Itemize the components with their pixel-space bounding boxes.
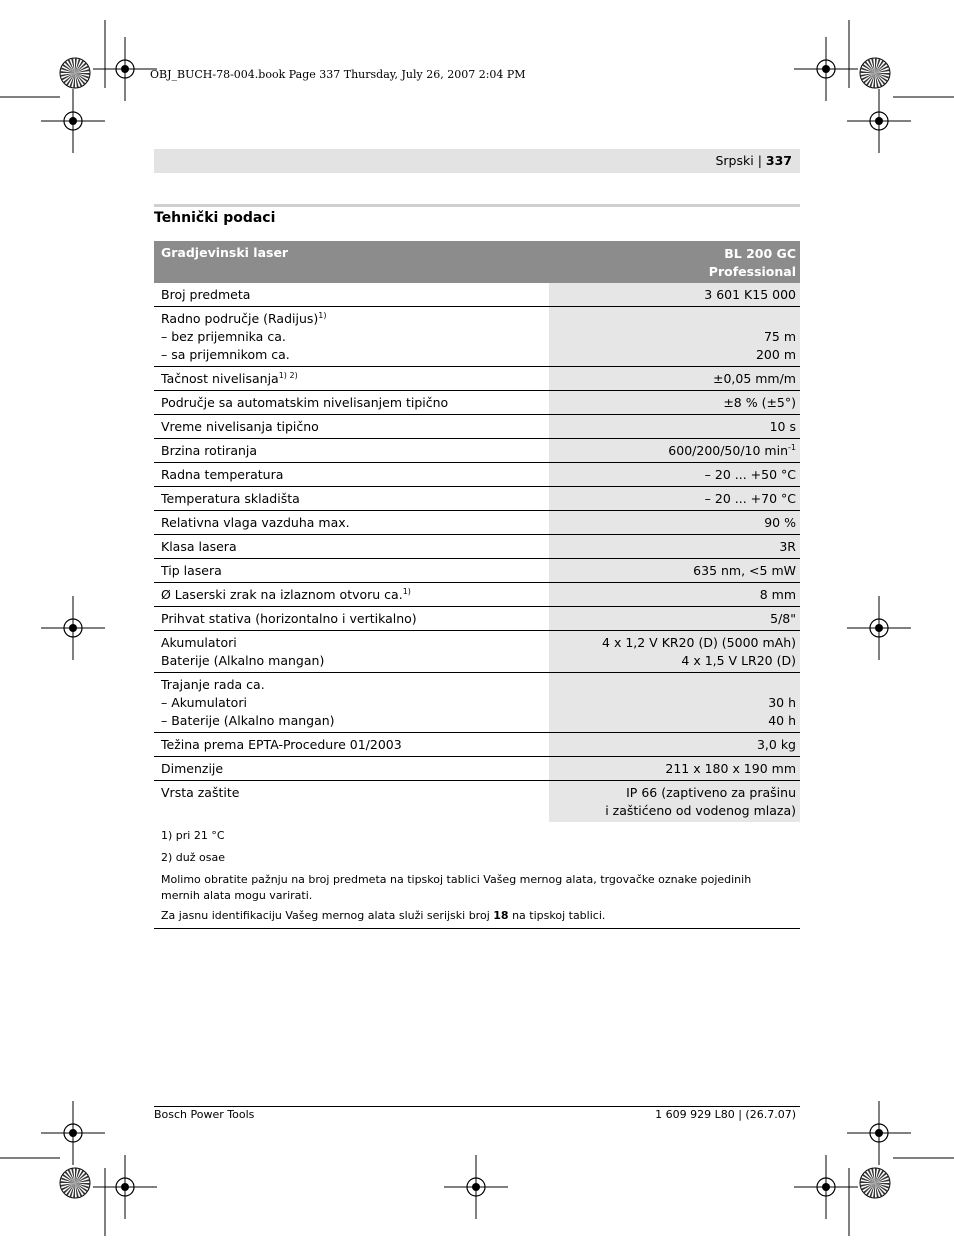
spec-value-line: ±0,05 mm/m <box>712 371 796 386</box>
table-header <box>154 241 800 283</box>
spec-value <box>549 607 800 630</box>
spec-value <box>549 463 800 486</box>
spec-label-line: Klasa lasera <box>161 539 237 554</box>
spec-label <box>154 607 549 630</box>
spec-value-line: 10 s <box>769 419 796 434</box>
spec-value-line: 3 601 K15 000 <box>704 287 796 302</box>
page-header <box>715 153 792 168</box>
spec-label <box>154 559 549 582</box>
spec-value-line: ±8 % (±5°) <box>723 395 796 410</box>
spec-value-line: 75 m <box>763 329 796 344</box>
registration-target <box>847 1101 911 1165</box>
spec-value-line: 600/200/50/10 min <box>668 443 789 458</box>
spec-value-line: 8 mm <box>759 587 796 602</box>
spec-label <box>154 463 549 486</box>
spec-label-line: Težina prema EPTA-Procedure 01/2003 <box>161 737 402 752</box>
serial-number-ref: 18 <box>493 909 509 922</box>
note-serial-number <box>154 908 800 924</box>
spec-value-line: 4 x 1,5 V LR20 (D) <box>681 653 796 668</box>
notes-divider <box>154 928 800 929</box>
print-info-line: OBJ_BUCH-78-004.book Page 337 Thursday, July 26, 2007 2:04 PM <box>150 68 526 81</box>
table-row <box>154 535 800 559</box>
footer-doc-number: 1 609 929 L80 | (26.7.07) <box>655 1108 796 1121</box>
registration-target <box>93 1155 157 1219</box>
spec-label <box>154 367 549 390</box>
spec-label-line: – Akumulatori <box>161 695 247 710</box>
section-divider <box>154 204 800 207</box>
spec-value <box>549 307 800 366</box>
spec-label-line: Prihvat stativa (horizontalno i vertikalno) <box>161 611 417 626</box>
page-number: 337 <box>765 153 792 168</box>
table-row <box>154 307 800 367</box>
spec-value <box>549 439 800 462</box>
spec-value-line: 200 m <box>755 347 796 362</box>
table-row <box>154 559 800 583</box>
footnotes <box>154 828 800 924</box>
table-row <box>154 283 800 307</box>
spec-label <box>154 781 549 822</box>
registration-target <box>847 89 911 153</box>
spec-value-line: 4 x 1,2 V KR20 (D) (5000 mAh) <box>602 635 796 650</box>
spec-label <box>154 673 549 732</box>
spec-label-line: Brzina rotiranja <box>161 443 258 458</box>
table-row <box>154 673 800 733</box>
table-row <box>154 757 800 781</box>
spec-value-line: 30 h <box>768 695 796 710</box>
spec-label-line: Broj predmeta <box>161 287 251 302</box>
table-row <box>154 463 800 487</box>
spec-value <box>549 733 800 756</box>
table-row <box>154 367 800 391</box>
footer-brand: Bosch Power Tools <box>154 1108 255 1121</box>
registration-target <box>444 1155 508 1219</box>
spec-value-line: – 20 ... +70 °C <box>704 491 796 506</box>
spec-label <box>154 283 549 306</box>
spec-label <box>154 439 549 462</box>
spec-label <box>154 391 549 414</box>
note-article-line-2: mernih alata mogu varirati. <box>161 889 313 902</box>
registration-target <box>794 1155 858 1219</box>
footnote-ref: 1) <box>318 311 327 320</box>
color-star-mark <box>60 58 90 88</box>
spec-label <box>154 487 549 510</box>
spec-value-line: 40 h <box>768 713 796 728</box>
color-star-mark <box>860 58 890 88</box>
spec-label <box>154 535 549 558</box>
spec-label-line: Trajanje rada ca. <box>161 677 265 692</box>
table-row <box>154 391 800 415</box>
table-row <box>154 415 800 439</box>
table-row <box>154 487 800 511</box>
spec-label <box>154 415 549 438</box>
spec-value-line: 635 nm, <5 mW <box>693 563 796 578</box>
spec-value <box>549 367 800 390</box>
footnote-ref: 1) <box>402 587 411 596</box>
spec-value-line: i zaštićeno od vodenog mlaza) <box>605 803 796 818</box>
spec-label-line: Tip lasera <box>161 563 222 578</box>
spec-label-line: – sa prijemnikom ca. <box>161 347 290 362</box>
spec-value <box>549 487 800 510</box>
spec-value <box>549 583 800 606</box>
spec-label <box>154 631 549 672</box>
spec-label-line: Temperatura skladišta <box>161 491 300 506</box>
table-row <box>154 511 800 535</box>
spec-label-line: Baterije (Alkalno mangan) <box>161 653 325 668</box>
note-serial-text-end: na tipskoj tablici. <box>508 909 606 922</box>
spec-value <box>549 631 800 672</box>
footnote-ref: 1) 2) <box>278 371 298 380</box>
spec-label-line: Ø Laserski zrak na izlaznom otvoru ca. <box>161 587 403 602</box>
footnote-2: 2) duž osae <box>161 851 225 864</box>
spec-label-line: Vrsta zaštite <box>161 785 240 800</box>
spec-value <box>549 391 800 414</box>
spec-value-line: – 20 ... +50 °C <box>704 467 796 482</box>
model-line: Professional <box>708 264 796 279</box>
spec-label <box>154 733 549 756</box>
spec-label-line: – Baterije (Alkalno mangan) <box>161 713 335 728</box>
registration-target <box>93 37 157 101</box>
color-star-mark <box>860 1168 890 1198</box>
page-header-bar <box>154 149 800 173</box>
header-separator: | <box>757 153 762 168</box>
table-row <box>154 631 800 673</box>
spec-value-line: 5/8" <box>770 611 796 626</box>
spec-label <box>154 583 549 606</box>
table-row <box>154 781 800 822</box>
spec-value <box>549 535 800 558</box>
spec-label-line: Dimenzije <box>161 761 224 776</box>
model-name: BL 200 GC <box>724 246 796 261</box>
spec-value <box>549 283 800 306</box>
spec-value-line: 211 x 180 x 190 mm <box>665 761 796 776</box>
spec-value <box>549 559 800 582</box>
spec-label-line: Vreme nivelisanja tipično <box>161 419 319 434</box>
spec-label-line: – bez prijemnika ca. <box>161 329 286 344</box>
spec-value <box>549 757 800 780</box>
spec-value <box>549 673 800 732</box>
note-article-number <box>154 872 800 904</box>
footnote-1: 1) pri 21 °C <box>161 829 225 842</box>
spec-value-line: 3R <box>779 539 796 554</box>
spec-label-line: Tačnost nivelisanja <box>161 371 279 386</box>
footer-divider <box>154 1106 800 1107</box>
table-row <box>154 733 800 757</box>
table-row <box>154 439 800 463</box>
spec-value-line: 3,0 kg <box>756 737 796 752</box>
note-serial-text: Za jasnu identifikaciju Vašeg mernog alata služi serijski broj <box>161 909 494 922</box>
spec-value-line <box>553 310 796 328</box>
registration-target <box>41 89 105 153</box>
spec-label <box>154 757 549 780</box>
spec-label-line: Područje sa automatskim nivelisanjem tipično <box>161 395 449 410</box>
registration-target <box>41 1101 105 1165</box>
spec-value-line <box>553 676 796 694</box>
spec-value <box>549 781 800 822</box>
spec-value-line: IP 66 (zaptiveno za prašinu <box>626 785 796 800</box>
spec-label-line: Akumulatori <box>161 635 237 650</box>
table-row <box>154 607 800 631</box>
table-header-model <box>549 241 800 283</box>
registration-target <box>41 596 105 660</box>
color-star-mark <box>60 1168 90 1198</box>
table-row <box>154 583 800 607</box>
spec-value <box>549 511 800 534</box>
spec-label-line: Radno područje (Radijus) <box>161 311 319 326</box>
table-header-product: Gradjevinski laser <box>161 245 289 260</box>
table-body <box>154 283 800 822</box>
registration-target <box>794 37 858 101</box>
spec-label-line: Radna temperatura <box>161 467 284 482</box>
header-language: Srpski <box>715 153 754 168</box>
spec-value <box>549 415 800 438</box>
note-article-line-1: Molimo obratite pažnju na broj predmeta na tipskoj tablici Vašeg mernog alata, trgovačke oznake pojedinih <box>161 873 752 886</box>
unit-exponent: -1 <box>788 443 796 452</box>
spec-label <box>154 511 549 534</box>
technical-data-table <box>154 241 800 822</box>
spec-label <box>154 307 549 366</box>
spec-value-line: 90 % <box>764 515 796 530</box>
section-title: Tehnički podaci <box>154 210 276 226</box>
spec-label-line: Relativna vlaga vazduha max. <box>161 515 350 530</box>
registration-target <box>847 596 911 660</box>
